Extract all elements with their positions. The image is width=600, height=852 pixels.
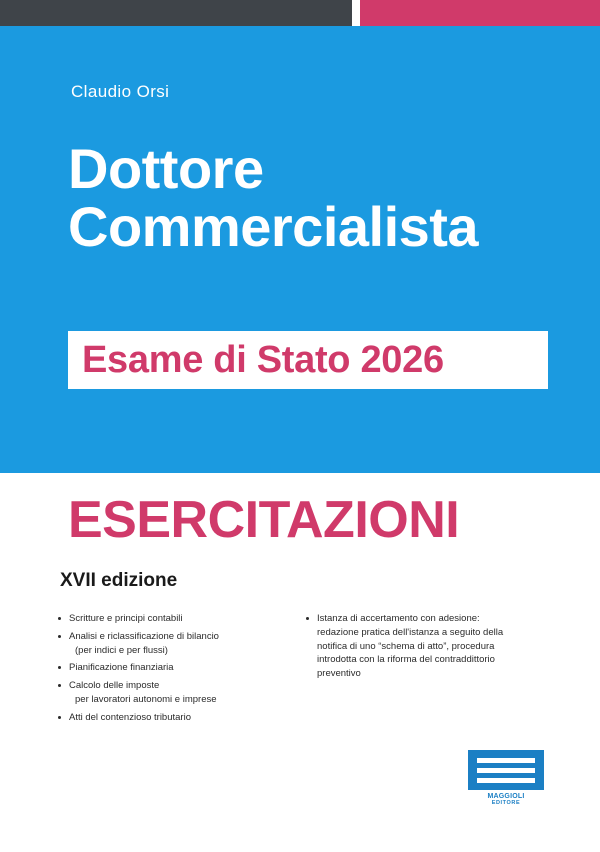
list-item-text: Pianificazione finanziaria (69, 662, 174, 674)
publisher-name: MAGGIOLI (487, 793, 525, 800)
top-color-strip (0, 0, 600, 26)
logo-bars-icon (468, 750, 544, 790)
bullets-column-right (306, 612, 506, 728)
page-title (68, 137, 479, 258)
edition-label: XVII edizione (60, 570, 178, 591)
top-strip-pink-block (360, 0, 600, 26)
list-item-text: Istanza di accertamento con adesione: redazione pratica dell'istanza a seguito della notifica di uno “schema di atto”, procedura introdotta con la riforma del contraddittorio preventivo (317, 613, 504, 680)
list-item (58, 711, 258, 725)
list-item (58, 661, 258, 675)
list-item (58, 630, 258, 658)
list-item-subtext: per lavoratori autonomi e imprese (75, 693, 217, 705)
list-item-text: Scritture e principi contabili (69, 613, 183, 624)
top-strip-dark-block (0, 0, 352, 26)
top-strip-gap (352, 0, 360, 26)
list-item-text: Atti del contenzioso tributario (69, 711, 191, 723)
feature-bullets (58, 612, 538, 728)
section-title: ESERCITAZIONI (68, 491, 460, 549)
author-name: Claudio Orsi (71, 82, 170, 101)
publisher-subtitle: EDITORE (491, 800, 521, 806)
list-item-text: Analisi e riclassificazione di bilancio (69, 630, 219, 642)
list-item (58, 612, 258, 626)
list-item (58, 679, 258, 707)
list-item-text: Calcolo delle imposte (69, 680, 160, 692)
title-line-1: Dottore (68, 137, 264, 200)
bullets-column-left (58, 612, 258, 728)
title-line-2: Commercialista (68, 194, 479, 258)
list-item (306, 612, 506, 681)
exam-banner (68, 331, 548, 389)
exam-banner-label: Esame di Stato 2026 (82, 338, 444, 381)
publisher-logo (468, 750, 544, 806)
list-item-subtext: (per indici e per flussi) (75, 644, 168, 656)
